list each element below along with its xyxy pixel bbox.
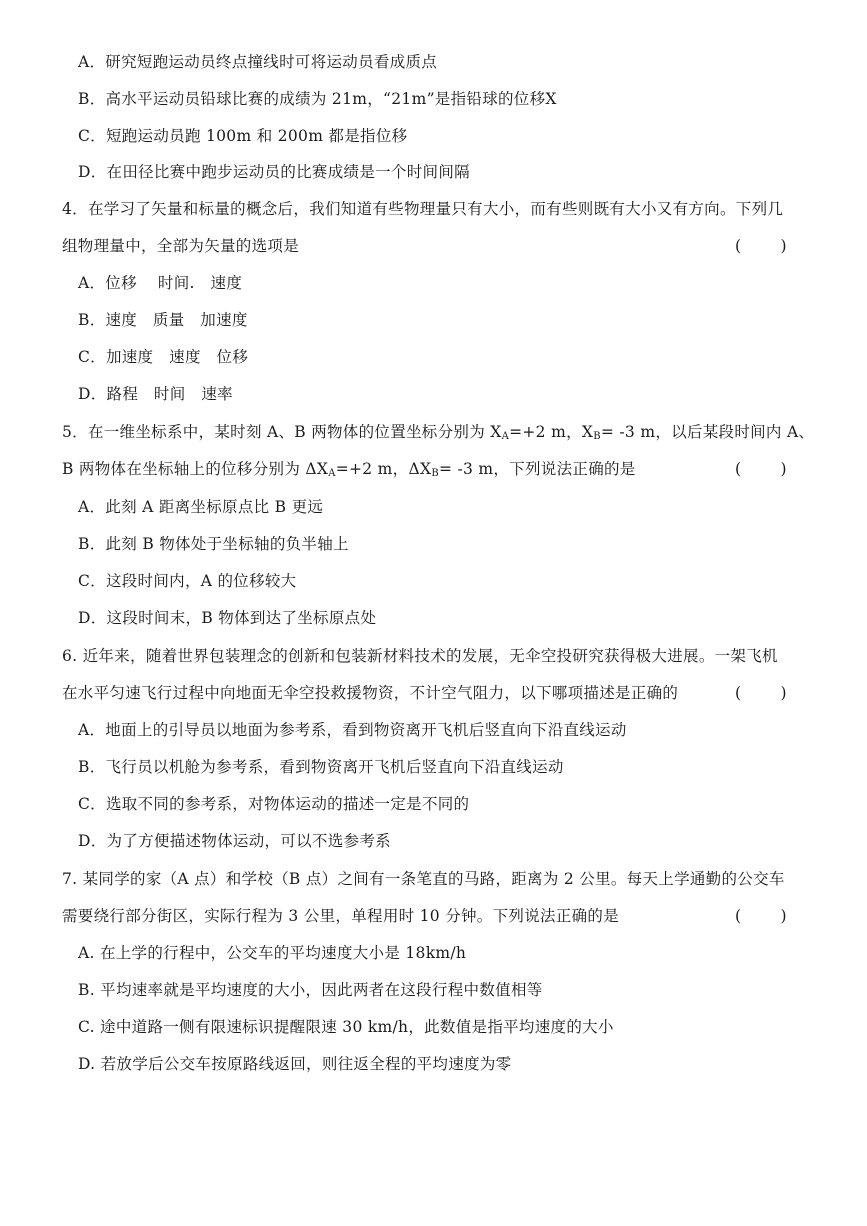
q4-stem-line2: 组物理量中，全部为矢量的选项是 bbox=[62, 237, 300, 255]
q5-sub-d: B bbox=[431, 468, 439, 479]
q4-option-c: C．加速度 速度 位移 bbox=[78, 348, 249, 366]
q5-stem-line2 bbox=[62, 459, 636, 484]
q4-stem-line1: 4．在学习了矢量和标量的概念后，我们知道有些物理量只有大小，而有些则既有大小又有方向。下列几 bbox=[62, 200, 784, 218]
q5-line1-part-b: =+2 m，X bbox=[509, 423, 594, 441]
q3-option-d: D．在田径比赛中跑步运动员的比赛成绩是一个时间间隔 bbox=[78, 163, 470, 181]
q6-option-a: A．地面上的引导员以地面为参考系，看到物资离开飞机后竖直向下沿直线运动 bbox=[78, 721, 627, 739]
q7-option-c: C. 途中道路一侧有限速标识提醒限速 30 km/h，此数值是指平均速度的大小 bbox=[78, 1018, 614, 1036]
q5-sub-c: A bbox=[328, 468, 336, 479]
q6-option-b: B．飞行员以机舱为参考系，看到物资离开飞机后竖直向下沿直线运动 bbox=[78, 758, 564, 776]
q5-option-c: C．这段时间内，A 的位移较大 bbox=[78, 572, 297, 590]
q5-option-d: D．这段时间末，B 物体到达了坐标原点处 bbox=[78, 609, 377, 627]
q6-option-d: D．为了方便描述物体运动，可以不选参考系 bbox=[78, 832, 391, 850]
q3-option-c: C．短跑运动员跑 100m 和 200m 都是指位移 bbox=[78, 127, 408, 145]
q7-answer-blank: ( ) bbox=[735, 907, 787, 925]
q5-line1-part-c: = -3 m，以后某段时间内 A、 bbox=[600, 423, 815, 441]
q4-option-a: A．位移 时间. 速度 bbox=[78, 274, 243, 292]
q5-answer-blank: ( ) bbox=[735, 460, 787, 478]
q7-stem-line2: 需要绕行部分街区，实际行程为 3 公里，单程用时 10 分钟。下列说法正确的是 bbox=[62, 907, 619, 925]
q5-stem-line1 bbox=[62, 422, 814, 447]
q4-answer-blank: ( ) bbox=[735, 237, 787, 255]
q5-line2-part-c: = -3 m，下列说法正确的是 bbox=[438, 460, 636, 478]
q5-line1-part-a: 5．在一维坐标系中，某时刻 A、B 两物体的位置坐标分别为 X bbox=[62, 423, 502, 441]
q4-option-b: B．速度 质量 加速度 bbox=[78, 311, 248, 329]
q7-option-a: A. 在上学的行程中，公交车的平均速度大小是 18km/h bbox=[78, 944, 467, 962]
q5-line2-part-b: =+2 m，ΔX bbox=[335, 460, 432, 478]
q6-stem-line2: 在水平匀速飞行过程中向地面无伞空投救援物资，不计空气阻力，以下哪项描述是正确的 bbox=[62, 684, 679, 702]
q4-option-d: D．路程 时间 速率 bbox=[78, 385, 233, 403]
q3-option-b: B．高水平运动员铅球比赛的成绩为 21m，“21m”是指铅球的位移X bbox=[78, 90, 557, 108]
q5-option-b: B．此刻 B 物体处于坐标轴的负半轴上 bbox=[78, 535, 349, 553]
q7-option-d: D. 若放学后公交车按原路线返回，则往返全程的平均速度为零 bbox=[78, 1055, 512, 1073]
q6-option-c: C．选取不同的参考系，对物体运动的描述一定是不同的 bbox=[78, 795, 470, 813]
q5-sub-a: A bbox=[501, 431, 510, 442]
q6-answer-blank: ( ) bbox=[735, 684, 787, 702]
q5-option-a: A．此刻 A 距离坐标原点比 B 更远 bbox=[78, 498, 324, 516]
q5-line2-part-a: B 两物体在坐标轴上的位移分别为 ΔX bbox=[62, 460, 329, 478]
q3-option-a: A．研究短跑运动员终点撞线时可将运动员看成质点 bbox=[78, 53, 438, 71]
q5-sub-b: B bbox=[593, 431, 601, 442]
q7-option-b: B. 平均速率就是平均速度的大小，因此两者在这段行程中数值相等 bbox=[78, 981, 543, 999]
q7-stem-line1: 7. 某同学的家（A 点）和学校（B 点）之间有一条笔直的马路，距离为 2 公里。每天上学通勤的公交车 bbox=[62, 870, 785, 888]
q6-stem-line1: 6. 近年来，随着世界包装理念的创新和包装新材料技术的发展，无伞空投研究获得极大进展。一架飞机 bbox=[62, 647, 778, 665]
